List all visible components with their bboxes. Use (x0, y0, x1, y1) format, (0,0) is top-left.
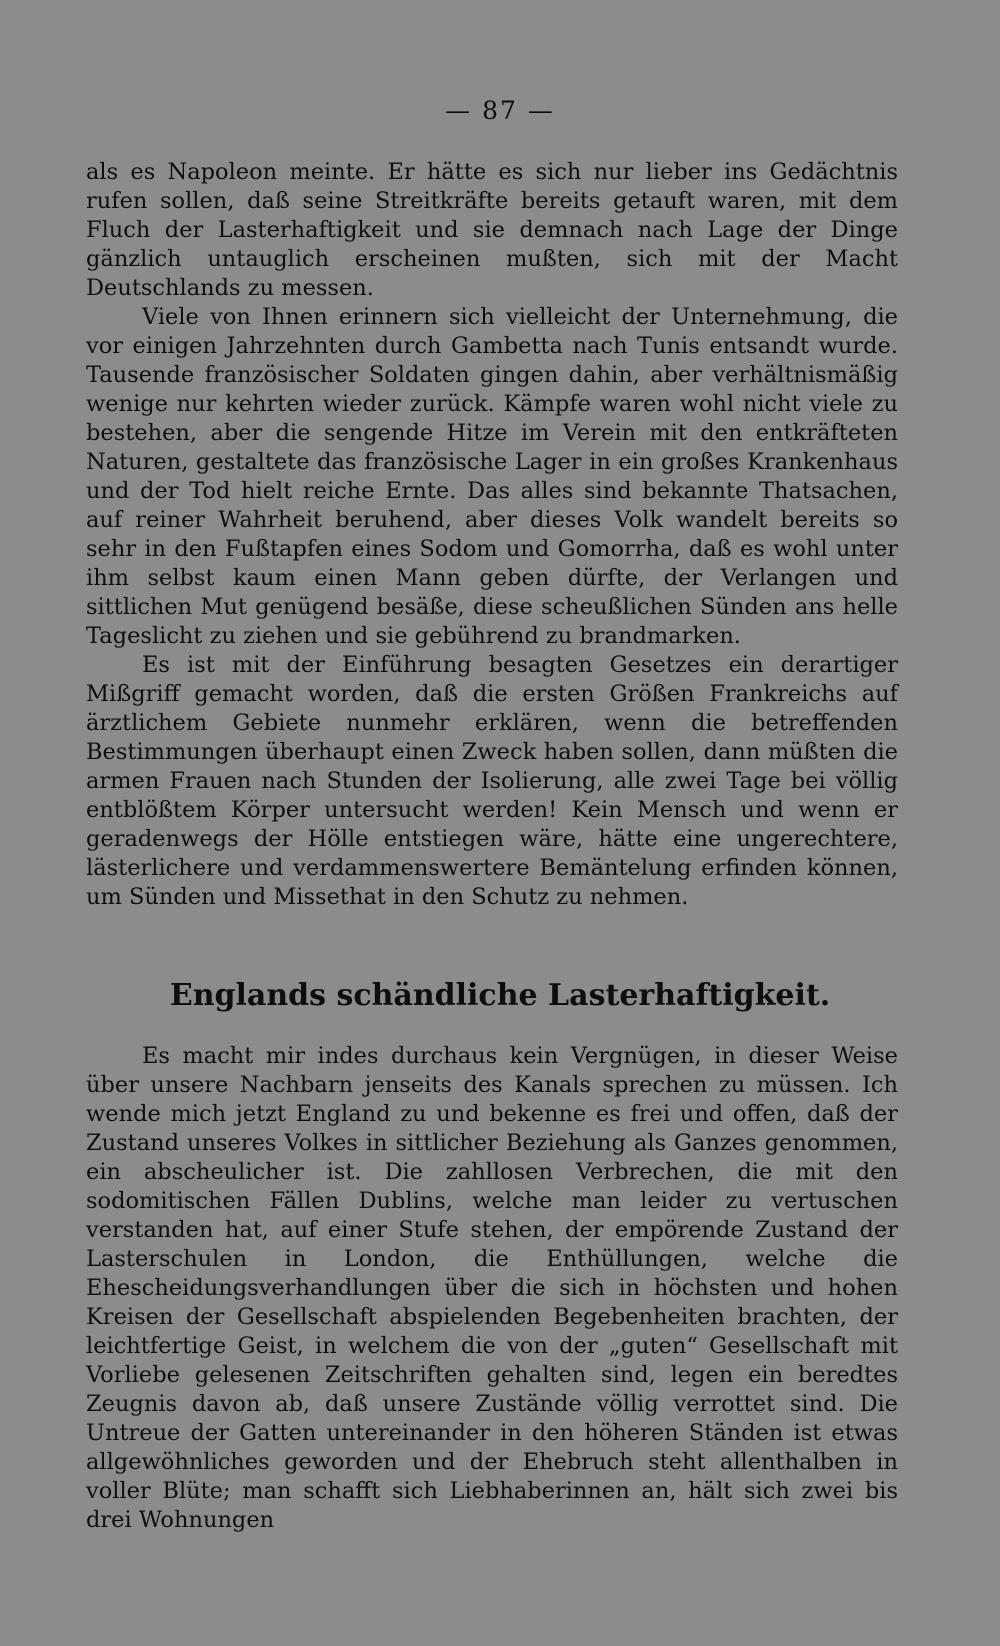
section-2-text (86, 1042, 898, 1535)
paragraph-3: Es ist mit der Einführung besagten Gesetzes ein derartiger Mißgriff gemacht worden, daß die ersten Größen Frankreichs auf ärztlichem Gebiete nunmehr erklären, wenn die betreffenden Bestimmungen überhaupt einen Zweck haben sollen, dann müßten die armen Frauen nach Stunden der Isolierung, alle zwei Tage bei völlig entblößtem Körper untersucht werden! Kein Mensch und wenn er geradenwegs der Hölle entstiegen wäre, hätte eine ungerechtere, lästerlichere und verdammenswertere Bemäntelung erfinden können, um Sünden und Missethat in den Schutz zu nehmen. (86, 652, 898, 910)
section-heading: Englands schändliche Lasterhaftigkeit. (169, 978, 831, 1013)
page-number: — 87 — (445, 96, 555, 125)
paragraph-2: Viele von Ihnen erinnern sich vielleicht der Unternehmung, die vor einigen Jahrzehnten durch Gambetta nach Tunis entsandt wurde. Tausende französischer Soldaten gingen dahin, aber verhältnismäßig wenige nur kehrten wieder zurück. Kämpfe waren wohl nicht viele zu bestehen, aber die sengende Hitze im Verein mit den entkräfteten Naturen, gestaltete das französische Lager in ein großes Krankenhaus und der Tod hielt reiche Ernte. Das alles sind bekannte Thatsachen, auf reiner Wahrheit beruhend, aber dieses Volk wandelt bereits so sehr in den Fußtapfen eines Sodom und Gomorrha, daß es wohl unter ihm selbst kaum einen Mann geben dürfte, der Verlangen und sittlichen Mut genügend besäße, diese scheußlichen Sünden ans helle Tageslicht zu ziehen und sie gebührend zu brandmarken. (86, 304, 898, 649)
paragraph-4: Es macht mir indes durchaus kein Vergnügen, in dieser Weise über unsere Nachbarn jenseits des Kanals sprechen zu müssen. Ich wende mich jetzt England zu und bekenne es frei und offen, daß der Zustand unseres Volkes in sittlicher Beziehung als Ganzes genommen, ein abscheulicher ist. Die zahllosen Verbrechen, die mit den sodomitischen Fällen Dublins, welche man leider zu vertuschen verstanden hat, auf einer Stufe stehen, der empörende Zustand der Lasterschulen in London, die Enthüllungen, welche die Ehescheidungsverhandlungen über die sich in höchsten und hohen Kreisen der Gesellschaft abspielenden Begebenheiten brachten, der leichtfertige Geist, in welchem die von der „guten“ Gesellschaft mit Vorliebe gelesenen Zeitschriften gehalten sind, legen ein beredtes Zeugnis davon ab, daß unsere Zustände völlig verrottet sind. Die Untreue der Gatten untereinander in den höheren Ständen ist etwas allgewöhnliches geworden und der Ehebruch steht allenthalben in voller Blüte; man schafft sich Liebhaberinnen an, hält sich zwei bis drei Wohnungen (86, 1043, 898, 1533)
paragraph-1: als es Napoleon meinte. Er hätte es sich nur lieber ins Gedächtnis rufen sollen, daß seine Streitkräfte bereits getauft waren, mit dem Fluch der Lasterhaftigkeit und sie demnach nach Lage der Dinge gänzlich untauglich erscheinen mußten, sich mit der Macht Deutschlands zu messen. (86, 159, 898, 301)
section-1-text (86, 158, 898, 912)
